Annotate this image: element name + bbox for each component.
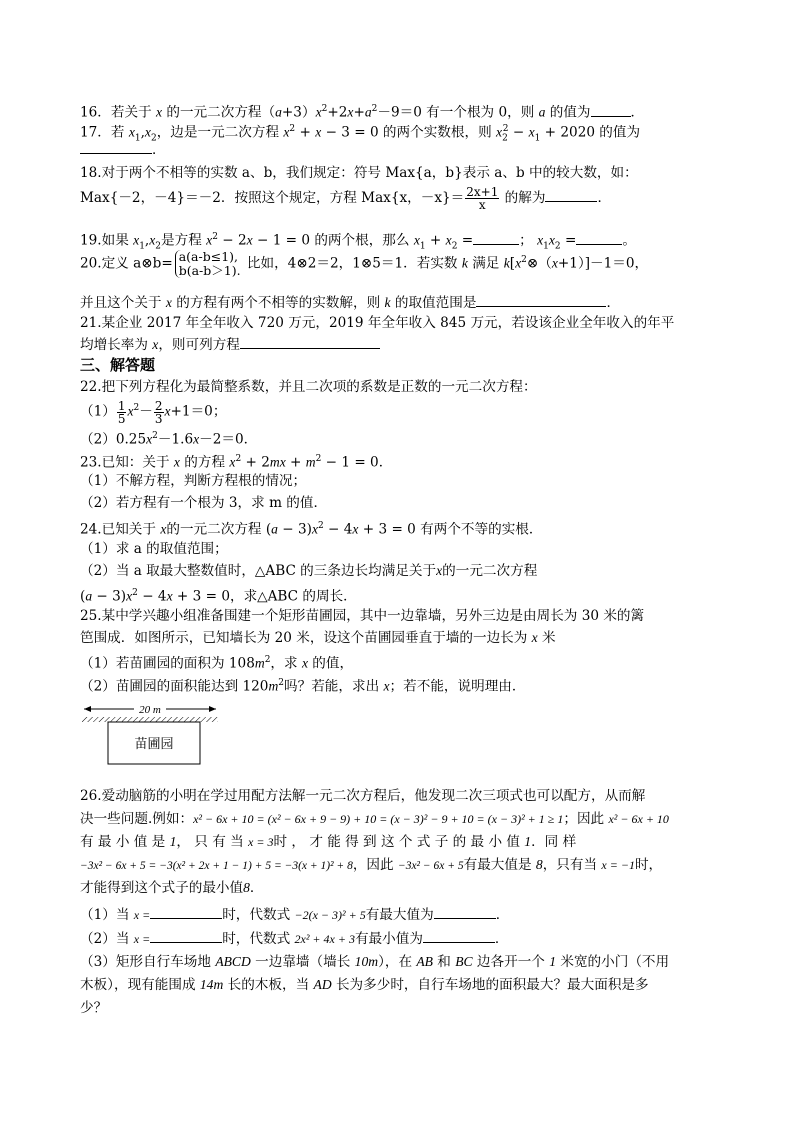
question-24-part2 <box>80 562 537 580</box>
case-2: b(a-b＞1). <box>178 263 241 278</box>
fraction <box>117 400 127 425</box>
text: 是方程 <box>161 232 207 249</box>
text: ． <box>494 931 509 947</box>
var: x <box>548 232 555 248</box>
formula: 2x² + 4x + 3 <box>294 932 355 946</box>
text: − 2 <box>217 232 247 249</box>
text: − 1 = 0． <box>321 454 393 471</box>
question-26-line2 <box>80 810 669 828</box>
text: （1）当 <box>80 907 134 923</box>
numerator: 1 <box>117 398 126 413</box>
question-26-line4 <box>80 856 662 875</box>
value: 8 <box>243 880 250 895</box>
text: 时，代数式 <box>222 907 295 923</box>
denominator: 3 <box>154 411 163 426</box>
sub: 1 <box>139 241 145 252</box>
var: x <box>206 232 213 248</box>
question-17-line2 <box>80 140 166 159</box>
text: 长为多少时，自行车场地的面积最大？最大面积是多 <box>331 977 649 993</box>
text: + 3 = 0，求△ABC 的周长． <box>172 588 357 605</box>
var: x <box>156 104 163 120</box>
formula: −3x² − 6x + 5 <box>397 860 464 872</box>
text: = <box>560 232 577 249</box>
text: （2）苗圃园的面积能达到 120 <box>80 678 269 695</box>
text: + <box>425 232 446 249</box>
sub: 1 <box>134 133 141 144</box>
text: 吗？若能，求出 <box>284 678 384 695</box>
var: a <box>538 104 546 120</box>
exp: 2 <box>264 655 271 665</box>
text: （2）0.25 <box>80 431 147 448</box>
text: 19.如果 <box>80 232 134 249</box>
answer-blank[interactable] <box>80 140 152 154</box>
text: 的值， <box>307 655 354 672</box>
value: 14m <box>199 977 224 992</box>
text: 的解为 <box>500 190 546 206</box>
question-26 <box>80 787 645 805</box>
text: +3） <box>281 104 316 121</box>
text: 一边靠墙（墙长 <box>250 954 355 970</box>
question-25-part2 <box>80 674 525 696</box>
exp: 2 <box>132 588 138 598</box>
var: a <box>275 104 282 120</box>
answer-blank[interactable] <box>545 188 597 202</box>
question-22-part2 <box>80 427 257 449</box>
exp: 2 <box>152 431 158 441</box>
sub: 2 <box>155 241 162 252</box>
answer-blank[interactable] <box>476 293 606 307</box>
text: ；若不能，说明理由． <box>389 678 526 695</box>
var: x <box>383 678 390 694</box>
text: （1）若苗圃园的面积为 108 <box>80 655 255 672</box>
formula: −2(x − 3)² + 5 <box>294 908 366 922</box>
text: 22.把下列方程化为最简整系数，并且二次项的系数是正数的一元二次方程： <box>80 379 537 395</box>
exp: 2 <box>317 521 324 531</box>
var: k <box>461 255 468 271</box>
answer-blank[interactable] <box>473 231 519 245</box>
text: 边各开一个 <box>472 954 550 970</box>
text: （2）当 <box>80 931 134 947</box>
text: + <box>353 104 365 121</box>
question-25-part1 <box>80 651 353 673</box>
var: m <box>268 678 279 694</box>
var: a <box>85 588 93 604</box>
text: ． <box>597 190 612 206</box>
question-16 <box>80 100 644 122</box>
question-21 <box>80 314 674 332</box>
text: 25.某中学兴趣小组准备围建一个矩形苗圃园，其中一边靠墙，另外三边是由周长为 30 米的篱 <box>80 608 645 624</box>
text: ），在 <box>378 954 417 970</box>
var: x <box>445 232 452 248</box>
text: 木板），现有能围成 <box>80 977 200 993</box>
text: ．同 样 <box>531 834 577 850</box>
formula: x = −1 <box>601 858 635 872</box>
exp: 2 <box>502 124 509 134</box>
var: x <box>164 403 171 419</box>
question-18-line2 <box>80 186 611 211</box>
var: x <box>152 337 159 352</box>
question-26-part3 <box>80 953 669 971</box>
text: 并且这个关于 <box>80 295 166 311</box>
formula: −3x² − 6x + 5 = −3(x² + 2x + 1 − 1) + 5 = −3(x + 1)² + 8 <box>80 860 353 872</box>
var: AD <box>313 977 332 992</box>
text: 的方程 <box>179 454 230 471</box>
answer-blank[interactable] <box>576 231 622 245</box>
var: x <box>311 521 318 537</box>
text: 时 ， 才 能 得 到 这 个 式 子 的 最 小 值 <box>273 834 525 850</box>
var: x <box>127 403 134 419</box>
text: ，求 <box>270 655 302 672</box>
case-1: a(a-b≤1), <box>178 249 239 264</box>
var: mx <box>269 454 286 470</box>
exp: 2 <box>521 254 527 265</box>
text: − 4 <box>323 521 353 538</box>
sub: 1 <box>534 133 541 144</box>
garden-diagram-svg <box>82 699 222 779</box>
var: x <box>537 232 544 248</box>
text: 26.爱动脑筋的小明在学过用配方法解一元二次方程后，他发现二次三项式也可以配方，从而解 <box>80 788 646 804</box>
answer-blank[interactable] <box>591 103 631 117</box>
var: x <box>436 563 443 578</box>
sub: 2 <box>554 241 561 252</box>
sub: 1 <box>543 241 549 252</box>
text: 才能得到这个式子的最小值 <box>80 880 244 896</box>
answer-blank[interactable] <box>150 905 222 919</box>
var: a <box>364 104 372 120</box>
fraction <box>154 400 164 425</box>
var: x <box>160 521 167 537</box>
text: ． <box>152 142 166 158</box>
formula: x = <box>133 932 151 946</box>
var: m <box>254 655 265 671</box>
sub: 2 <box>150 133 157 144</box>
garden-diagram <box>82 699 222 779</box>
question-20-line2 <box>80 293 620 312</box>
section-heading: 三、解答题 <box>80 356 156 374</box>
answer-blank[interactable] <box>240 335 380 349</box>
arrow-left-icon <box>84 706 91 712</box>
text: 有最大值是 <box>463 857 536 873</box>
var: x <box>496 124 503 140</box>
formula: x = 3 <box>248 835 274 849</box>
value: 1 <box>549 954 557 969</box>
question-20 <box>80 250 648 278</box>
text: ． <box>606 295 621 311</box>
text: 的一元二次方程 <box>442 563 538 579</box>
var: x <box>166 588 173 604</box>
var: x <box>126 588 133 604</box>
exp: 2 <box>133 403 140 413</box>
question-21-line2 <box>80 335 380 354</box>
formula: x² − 6x + 10 <box>608 812 669 826</box>
var: x <box>515 255 522 271</box>
var: x <box>352 521 359 537</box>
text: ． <box>495 907 510 923</box>
var: x <box>551 255 558 271</box>
text: − 1 = 0 的两个根，那么 <box>252 232 414 249</box>
text: − 3) <box>92 588 127 605</box>
exp: 2 <box>235 454 242 464</box>
text: − <box>508 124 529 141</box>
exp: 2 <box>212 232 218 242</box>
text: 比如，4⊗2＝2，1⊗5＝1．若实数 <box>242 255 462 272</box>
answer-blank[interactable] <box>434 905 496 919</box>
text: － <box>139 403 153 420</box>
text: − 4 <box>137 588 167 605</box>
text: 21.某企业 2017 年全年收入 720 万元，2019 年全年收入 845 万元，若设该企业全年收入的年平 <box>80 315 675 331</box>
var: AB <box>416 954 433 969</box>
text: − 3 = 0 的两个实数根，则 <box>321 124 497 141</box>
text: 和 <box>432 954 456 970</box>
text: ，只有当 <box>542 857 602 873</box>
question-22-part1 <box>80 399 226 425</box>
text: + 2020 的值为 <box>540 124 641 141</box>
formula: x = <box>133 908 151 922</box>
var: x <box>165 295 172 310</box>
value: 10m <box>354 954 379 969</box>
text: 的取值范围是 <box>390 295 477 311</box>
text: （2）当 a 取最大整数值时，△ABC 的三条边长均满足关于 <box>80 563 437 579</box>
var: x <box>315 124 322 140</box>
piecewise-brace <box>175 250 241 278</box>
question-26-part3-line2 <box>80 976 649 994</box>
answer-blank[interactable] <box>150 929 222 943</box>
text: +1＝0； <box>170 403 227 420</box>
var: x <box>133 232 140 248</box>
var: x <box>301 655 308 671</box>
answer-blank[interactable] <box>423 929 495 943</box>
text: ，则可列方程 <box>158 337 240 353</box>
text: 18.对于两个不相等的实数 a、b，我们规定：符号 Max{a，b}表示 a、b 中的较大数，如： <box>80 165 638 181</box>
text: 长的木板，当 <box>223 977 314 993</box>
text: Max{－2，－4}＝－2．按照这个规定，方程 Max{x，－x}＝ <box>80 190 465 206</box>
text: 有 最 小 值 是 <box>80 834 170 850</box>
question-25 <box>80 607 644 625</box>
text: 时，代数式 <box>222 931 295 947</box>
numerator: 2 <box>154 398 163 413</box>
text: ． <box>630 104 645 121</box>
text: , <box>140 124 145 141</box>
var: x <box>193 431 200 447</box>
question-23-part2: （2）若方程有一个根为 3，求 m 的值． <box>80 495 328 511</box>
text: 。 <box>622 232 636 249</box>
exp: 2 <box>315 454 322 464</box>
text: －2＝0． <box>199 431 258 448</box>
text: ， 只 有 当 <box>176 834 249 850</box>
var: x <box>531 630 538 645</box>
text: ；因此 <box>563 811 609 827</box>
text: －9＝0 有一个根为 0，则 <box>377 104 539 121</box>
denominator: 5 <box>117 411 126 426</box>
question-23-part1: （1）不解方程，判断方程根的情况； <box>80 473 307 489</box>
text: 的方程有两个不相等的实数解，则 <box>171 295 385 311</box>
sub: 2 <box>451 241 458 252</box>
text: 的一元二次方程 ( <box>166 521 272 538</box>
text: 决一些问题.例如： <box>80 811 194 827</box>
var: a <box>271 521 278 537</box>
text: ； <box>519 232 538 249</box>
text: 20.定义 a⊗b= <box>80 255 173 272</box>
text: + <box>295 124 316 141</box>
fraction <box>465 186 499 211</box>
text: − 3) <box>277 521 312 538</box>
text: +1）]－1＝0， <box>557 255 649 272</box>
text: ． <box>249 880 264 896</box>
text: + 3 = 0 有两个不等的实根． <box>358 521 543 538</box>
wall-hatch <box>82 717 218 722</box>
sub: 2 <box>502 133 508 144</box>
question-24 <box>80 517 542 539</box>
value: 8 <box>535 857 543 872</box>
denominator: x <box>478 198 486 212</box>
question-23 <box>80 450 392 472</box>
question-26-part1 <box>80 905 509 924</box>
garden-label: 苗圃园 <box>134 737 174 752</box>
text: + <box>285 454 306 471</box>
text: 笆围成．如图所示，已知墙长为 20 米，设这个苗圃园垂直于墙的一边长为 <box>80 630 532 646</box>
var: BC <box>455 954 473 969</box>
var: x <box>229 454 236 470</box>
var: k <box>503 255 510 271</box>
question-26-line5 <box>80 879 264 897</box>
text: , <box>144 232 150 249</box>
var: x <box>146 431 153 447</box>
exp: 2 <box>289 124 296 134</box>
text: + 2 <box>241 454 270 471</box>
text: [ <box>509 255 516 272</box>
text: ，边是一元二次方程 <box>156 124 284 141</box>
var: x <box>528 124 535 140</box>
text: 17．若 <box>80 124 129 141</box>
var: x <box>315 104 322 120</box>
text: 的值为 <box>545 104 591 121</box>
question-26-line3 <box>80 833 576 851</box>
text: 米 <box>537 630 556 646</box>
text: 时， <box>634 857 663 873</box>
text: 24.已知关于 <box>80 521 161 538</box>
text: 16．若关于 <box>80 104 156 121</box>
var: x <box>149 232 156 248</box>
arrow-right-icon <box>209 706 216 712</box>
var: k <box>384 295 391 310</box>
var: ABCD <box>215 954 251 969</box>
text: 23.已知：关于 <box>80 454 174 471</box>
text: 有最小值为 <box>354 931 423 947</box>
text: +2 <box>327 104 348 121</box>
text: （1） <box>80 403 116 420</box>
text: ，因此 <box>352 857 398 873</box>
var: x <box>246 232 253 248</box>
question-24-part1: （1）求 a 的取值范围； <box>80 541 228 557</box>
var: x <box>173 454 180 470</box>
sub: 1 <box>419 241 426 252</box>
question-26-part3-line3: 少？ <box>80 1000 108 1016</box>
text: －1.6 <box>157 431 194 448</box>
var: x <box>144 124 151 140</box>
var: x <box>128 124 135 140</box>
var: x <box>283 124 290 140</box>
exp: 2 <box>278 678 285 688</box>
question-25-line2 <box>80 629 556 647</box>
text: ⊗（ <box>526 255 552 272</box>
exp: 2 <box>321 104 328 114</box>
text: 有最大值为 <box>365 907 434 923</box>
wall-length-label: 20 m <box>139 704 161 716</box>
question-18 <box>80 164 638 182</box>
text: 的一元二次方程（ <box>162 104 276 121</box>
question-26-part2 <box>80 929 509 948</box>
question-24-part2-line2 <box>80 584 357 606</box>
numerator: 2x+1 <box>466 185 499 199</box>
var: x <box>413 232 420 248</box>
text: （3）矩形自行车场地 <box>80 954 216 970</box>
value: 1 <box>169 834 177 849</box>
text: 均增长率为 <box>80 337 153 353</box>
var: x <box>347 104 354 120</box>
formula: x² − 6x + 10 = (x² − 6x + 9 − 9) + 10 = (x − 3)² − 9 + 10 = (x − 3)² + 1 ≥ 1 <box>193 812 564 826</box>
var: m <box>305 454 316 470</box>
text: = <box>457 232 474 249</box>
value: 1 <box>524 834 532 849</box>
text: 满足 <box>467 255 504 272</box>
question-22 <box>80 378 537 396</box>
exp: 2 <box>371 104 378 114</box>
text: ( <box>80 588 86 605</box>
text: 米宽的小门（不用 <box>556 954 670 970</box>
